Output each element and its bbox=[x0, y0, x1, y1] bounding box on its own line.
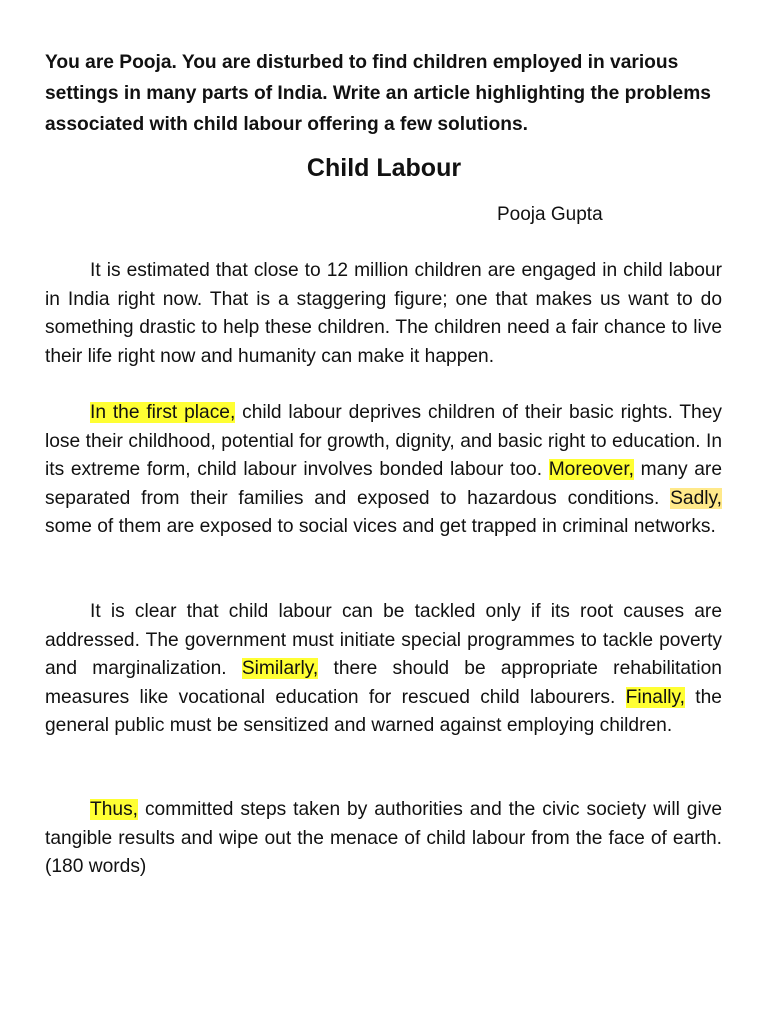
paragraph-solutions bbox=[45, 598, 722, 741]
paragraph-text: some of them are exposed to social vices and get trapped in criminal networks. bbox=[45, 516, 716, 538]
paragraph-text: It is clear that child labour can be tackled only if its root causes are addressed. The government must initiate special programmes to tackle poverty and marginalization. bbox=[45, 601, 722, 680]
highlighted-connector: In the first place, bbox=[90, 402, 236, 423]
paragraph-text: there should be appropriate rehabilitation measures like vocational education for rescued child labourers. bbox=[45, 658, 722, 708]
highlighted-connector: Sadly, bbox=[670, 487, 722, 509]
highlighted-connector: Finally, bbox=[625, 686, 685, 708]
paragraph-intro bbox=[45, 257, 722, 371]
paragraph-text: many are separated from their families and exposed to hazardous conditions. bbox=[45, 459, 722, 509]
paragraph-conclusion bbox=[45, 796, 722, 882]
paragraph-text: the general public must be sensitized and warned against employing children. bbox=[45, 686, 722, 737]
paragraph-text: child labour deprives children of their basic rights. They lose their childhood, potential for growth, dignity, and basic right to education. In its extreme form, child labour involves bonded labour too. bbox=[45, 402, 722, 481]
paragraph-text: It is estimated that close to 12 million children are engaged in child labour in India right now. That is a staggering figure; one that makes us want to do something drastic to help these children. The children need a fair chance to live their life right now and humanity can make it happen. bbox=[45, 260, 722, 367]
article-title: Child Labour bbox=[306, 154, 462, 182]
writing-prompt: You are Pooja. You are disturbed to find children employed in various settings in many parts of India. Write an article highlighting the problems associated with child labour offering a few solutions. bbox=[45, 52, 711, 135]
article-author: Pooja Gupta bbox=[497, 204, 603, 225]
highlighted-connector: Moreover, bbox=[548, 459, 634, 481]
paragraph-text: committed steps taken by authorities and the civic society will give tangible results and wipe out the menace of child labour from the face of earth. (180 words) bbox=[45, 799, 722, 878]
highlighted-connector: Thus, bbox=[90, 799, 138, 820]
highlighted-connector: Similarly, bbox=[241, 658, 319, 680]
paragraph-problems bbox=[45, 399, 722, 542]
